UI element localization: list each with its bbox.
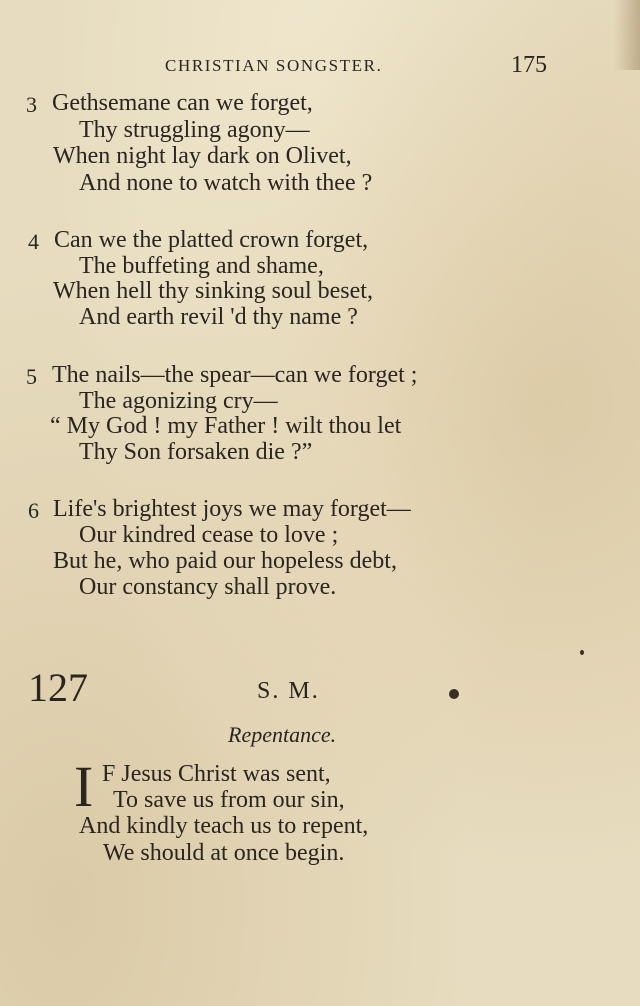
hymn-meter: S. M. xyxy=(257,678,320,704)
hymn-number: 127 xyxy=(28,665,88,710)
verse-line: Gethsemane can we forget, xyxy=(52,90,313,116)
verse-line: When night lay dark on Olivet, xyxy=(53,143,352,169)
verse-line: When hell thy sinking soul beset, xyxy=(53,278,373,304)
verse-line: Thy struggling agony— xyxy=(79,117,310,143)
drop-cap: I xyxy=(74,754,94,819)
verse-line: The nails—the spear—can we forget ; xyxy=(52,362,418,388)
verse-number: 4 xyxy=(28,229,39,254)
page-number: 175 xyxy=(511,52,547,78)
verse-number: 3 xyxy=(26,92,37,117)
verse-line: The buffeting and shame, xyxy=(79,253,324,279)
ink-speck xyxy=(580,650,584,655)
verse-line: And none to watch with thee ? xyxy=(79,170,373,196)
hymn-line: We should at once begin. xyxy=(103,840,345,866)
hymn-line: And kindly teach us to repent, xyxy=(79,813,369,839)
verse-line: The agonizing cry— xyxy=(79,388,278,414)
page-header xyxy=(0,52,640,82)
verse-line: And earth revil 'd thy name ? xyxy=(79,304,358,330)
verse-number: 5 xyxy=(26,364,37,389)
verse-line: Our kindred cease to love ; xyxy=(79,522,339,548)
verse-line: Can we the platted crown forget, xyxy=(54,227,369,253)
verse-line: Life's brightest joys we may forget— xyxy=(53,496,411,522)
verse-number: 6 xyxy=(28,498,39,523)
hymn-title: Repentance. xyxy=(228,722,337,747)
ink-blot xyxy=(449,689,459,699)
verse-line: Thy Son forsaken die ?” xyxy=(79,439,313,465)
hymn-line: F Jesus Christ was sent, xyxy=(102,761,331,787)
verse-line: Our constancy shall prove. xyxy=(79,574,337,600)
hymn-line: To save us from our sin, xyxy=(113,787,345,813)
verse-line: “ My God ! my Father ! wilt thou let xyxy=(50,413,402,439)
running-title: CHRISTIAN SONGSTER. xyxy=(165,56,383,75)
verse-line: But he, who paid our hopeless debt, xyxy=(53,548,397,574)
